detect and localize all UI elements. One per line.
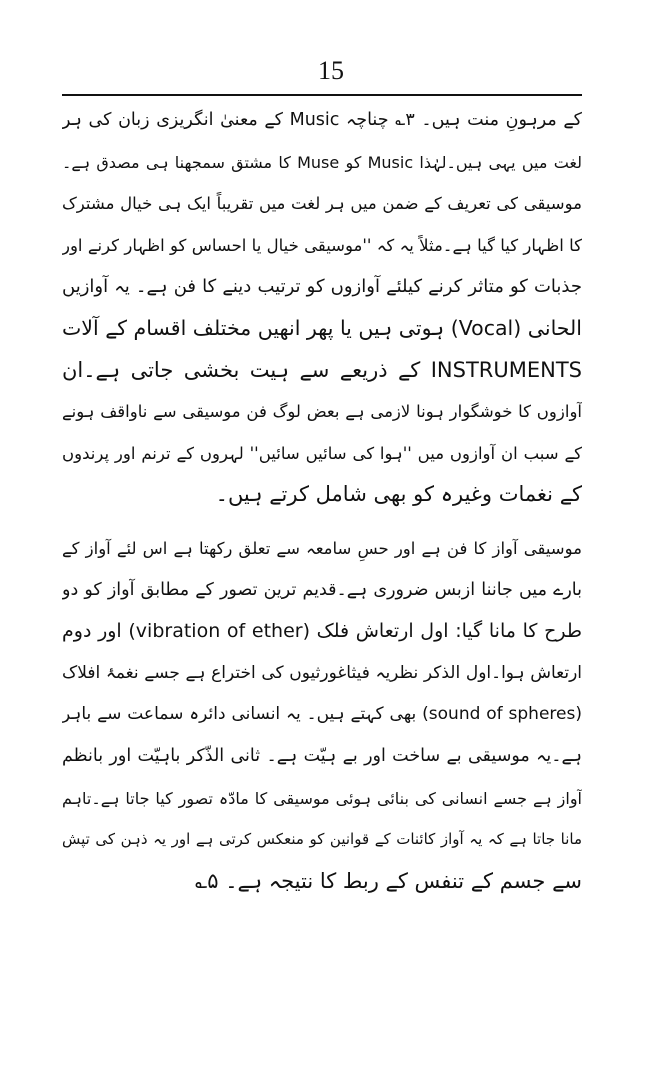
paragraph-sound-concepts xyxy=(62,528,582,902)
paragraph-music-definition xyxy=(62,100,582,516)
text-line: آواز ہے جسے انسانی کی بنائی ہوئی موسیقی کا مادّہ تصور کیا جاتا ہے۔تاہم xyxy=(62,788,582,808)
text-line: الحانی (Vocal) ہوتی ہیں یا پھر انھیں مختلف اقسام کے آلات xyxy=(62,315,582,340)
text-line: مانا جاتا ہے کہ یہ آواز کائنات کے قوانین کو منعکس کرتی ہے اور یہ ذہن کی تپش xyxy=(62,830,582,849)
text-line: کے نغمات وغیرہ کو بھی شامل کرتے ہیں۔ xyxy=(215,482,582,507)
text-line: موسیقی آواز کا فن ہے اور حسِ سامعہ سے تعلق رکھتا ہے اس لئے آواز کے xyxy=(62,538,582,558)
text-line: سے جسم کے تنفس کے ربط کا نتیجہ ہے۔ ۵؎ xyxy=(194,868,582,893)
text-line: ہے۔یہ موسیقی بے ساخت اور بے ہیّت ہے۔ ثانی الذّکر باہیّت اور بانظم xyxy=(62,745,582,766)
text-line: کے مرہونِ منت ہیں۔ ۳؎ چناچہ Music کے معنیٰ انگریزی زبان کی ہر xyxy=(62,110,582,130)
text-line: موسیقی کی تعریف کے ضمن میں ہر لغت میں تقریباً ایک ہی خیال مشترک xyxy=(62,194,582,214)
text-line: کے سبب ان آوازوں میں ''ہوا کی سائیں سائیں'' لہروں کے ترنم اور پرندوں xyxy=(62,443,582,463)
text-line: INSTRUMENTS کے ذریعے سے ہیت بخشی جاتی ہے۔ان xyxy=(62,357,582,382)
text-line: لغت میں یہی ہیں۔لہٰذا Music کو Muse کا مشتق سمجھنا ہی مصدق ہے۔ xyxy=(62,152,582,172)
text-line: کا اظہار کیا گیا ہے۔مثلاً یہ کہ ''موسیقی خیال یا احساس کو اظہار کرنے اور xyxy=(62,235,582,255)
page-number: 15 xyxy=(318,56,344,85)
text-line: طرح کا مانا گیا: اول ارتعاش فلک (vibration of ether) اور دوم xyxy=(62,620,582,643)
text-line: آوازوں کا خوشگوار ہونا لازمی ہے بعض لوگ فن موسیقی سے ناواقف ہونے xyxy=(62,402,582,422)
text-line: (sound of spheres) بھی کہتے ہیں۔ یہ انسانی دائرہ سماعت سے باہر xyxy=(62,704,582,725)
text-line: ارتعاش ہوا۔اول الذکر نظریہ فیثاغورثیوں کی اختراع ہے جسے نغمۂ افلاک xyxy=(62,662,582,683)
body-text xyxy=(62,100,582,902)
text-line: جذبات کو متاثر کرنے کیلئے آوازوں کو ترتیب دینے کا فن ہے۔ یہ آوازیں xyxy=(62,276,582,298)
text-line: بارے میں جاننا ازبس ضروری ہے۔قدیم ترین تصور کے مطابق آواز کو دو xyxy=(62,579,582,600)
header-rule xyxy=(62,94,582,96)
